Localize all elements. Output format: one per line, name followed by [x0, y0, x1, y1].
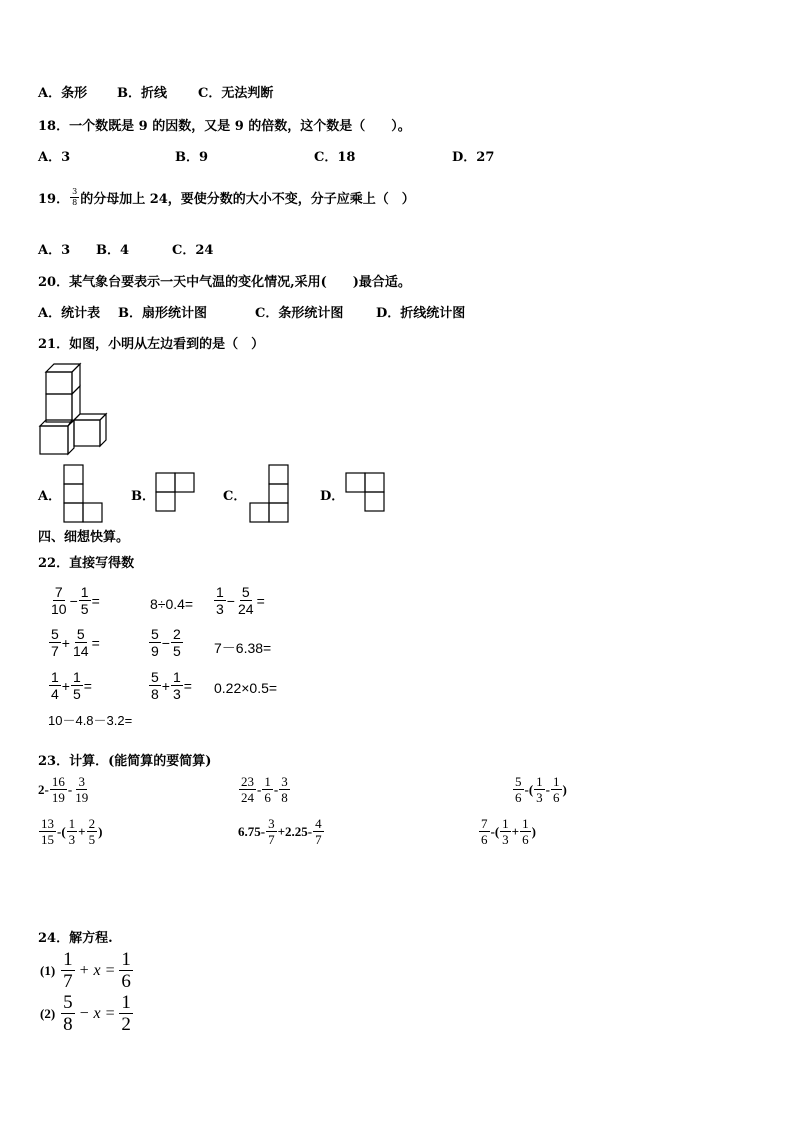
- operator: +: [78, 823, 86, 839]
- equals: =: [91, 634, 100, 651]
- expr-text: +2.25-: [277, 823, 313, 839]
- expr-text: -(: [57, 823, 66, 839]
- operator: −: [69, 592, 78, 609]
- q24-equation-1: [40, 950, 134, 991]
- frac-den: 8: [151, 686, 159, 702]
- expr-text: -(: [524, 781, 534, 797]
- frac-num: 7: [54, 584, 63, 600]
- frac-num: 5: [76, 626, 85, 642]
- frac-num: 1: [536, 774, 543, 789]
- equation-label: (2): [40, 1005, 56, 1021]
- q21-cube-figure: [38, 360, 108, 456]
- equals: =: [91, 592, 100, 609]
- frac-num: 1: [522, 816, 529, 831]
- q21-question: 21．如图，小明从左边看到的是（ ）: [38, 337, 265, 352]
- frac-den: 7: [51, 643, 59, 659]
- equals: =: [256, 592, 265, 609]
- operator: −: [226, 592, 235, 609]
- section-4-heading: 四、细想快算。: [38, 530, 130, 545]
- q23-expr-6: [478, 817, 536, 846]
- frac-den: 7: [268, 832, 275, 847]
- operator: +: [511, 823, 520, 839]
- frac-num: 3: [78, 774, 85, 789]
- frac-den: 7: [315, 832, 322, 847]
- q24-title: 24．解方程.: [38, 931, 113, 946]
- frac-num: 1: [80, 584, 89, 600]
- q23-expr-4: [38, 817, 102, 846]
- frac-num: 16: [51, 774, 65, 789]
- frac-num: 2: [172, 626, 181, 642]
- q23-expr-5: [238, 817, 325, 846]
- operator: -: [67, 781, 73, 797]
- frac-num: 5: [241, 584, 250, 600]
- frac-den: 19: [51, 790, 65, 805]
- frac-num: 5: [515, 774, 522, 789]
- equation-operator: + x =: [78, 961, 116, 979]
- q18-option-c: C．18: [314, 150, 356, 165]
- q20-option-c: C．条形统计图: [255, 306, 344, 321]
- frac-den: 5: [80, 601, 89, 617]
- frac-den: 9: [151, 643, 159, 659]
- q19-fraction: [70, 188, 79, 207]
- q19-text: 的分母加上 24，要使分数的大小不变，分子应乘上（ ）: [80, 192, 415, 207]
- frac-den: 6: [481, 832, 488, 847]
- frac-num: 1: [502, 816, 509, 831]
- frac-den: 6: [515, 790, 522, 805]
- q21-option-c-view: [249, 464, 291, 524]
- frac-num: 1: [121, 992, 131, 1013]
- q22-r3c1: [48, 670, 92, 701]
- q19-option-b: B．4: [96, 243, 130, 258]
- frac-den: 15: [41, 832, 54, 847]
- q19-number: 19．: [38, 192, 70, 207]
- q19-frac-den: 8: [72, 198, 78, 207]
- expr-text: 6.75-: [238, 823, 266, 839]
- q22-r3c3: 0.22×0.5=: [214, 680, 278, 696]
- frac-num: 13: [41, 816, 54, 831]
- q23-expr-2: [238, 775, 291, 804]
- frac-num: 5: [151, 669, 159, 685]
- frac-den: 5: [88, 832, 96, 847]
- frac-den: 2: [121, 1014, 131, 1035]
- q21-option-b-view: [155, 472, 197, 514]
- expr-text: ): [531, 823, 536, 839]
- frac-den: 14: [72, 643, 89, 659]
- q22-r3c2: [148, 670, 192, 701]
- q19-option-a: A．3: [38, 243, 71, 258]
- operator: -: [257, 781, 262, 797]
- frac-num: 1: [68, 816, 76, 831]
- frac-den: 5: [72, 686, 81, 702]
- frac-num: 1: [216, 584, 224, 600]
- frac-den: 4: [51, 686, 59, 702]
- q22-r1c2: 8÷0.4=: [150, 596, 194, 612]
- frac-den: 6: [522, 832, 529, 847]
- frac-num: 1: [72, 669, 81, 685]
- frac-num: 3: [268, 816, 275, 831]
- equation-label: (1): [40, 962, 56, 978]
- frac-den: 3: [536, 790, 543, 805]
- q23-expr-1: [38, 775, 91, 804]
- q22-r2c1: [48, 627, 100, 658]
- q18-question: 18．一个数既是 9 的因数，又是 9 的倍数，这个数是（ ）。: [38, 119, 411, 134]
- q23-expr-3: [512, 775, 567, 804]
- q21-option-c: C．: [223, 489, 247, 504]
- q22-r2c3: 7－6.38=: [214, 640, 272, 656]
- frac-den: 6: [121, 971, 131, 992]
- operator: −: [161, 634, 170, 651]
- q22-r1c3: [213, 585, 265, 616]
- frac-num: 1: [172, 669, 181, 685]
- q22-r4c1: 10－4.8－3.2=: [48, 713, 133, 728]
- operator: -: [545, 781, 551, 797]
- q21-option-b: B．: [131, 489, 155, 504]
- operator: +: [161, 677, 170, 694]
- frac-den: 6: [264, 790, 271, 805]
- expr-text: ): [562, 781, 567, 797]
- q17-option-c: C．无法判断: [198, 86, 274, 101]
- frac-den: 3: [68, 832, 76, 847]
- frac-num: 1: [121, 949, 131, 970]
- q22-r2c2: [148, 627, 184, 658]
- frac-num: 5: [151, 626, 159, 642]
- expr-text: -(: [490, 823, 500, 839]
- frac-den: 6: [553, 790, 560, 805]
- frac-den: 5: [172, 643, 181, 659]
- q21-option-d-view: [345, 472, 387, 514]
- q17-option-b: B．折线: [117, 86, 167, 101]
- equation-operator: − x =: [78, 1004, 116, 1022]
- frac-num: 2: [88, 816, 96, 831]
- q21-option-a-view: [63, 464, 105, 524]
- q18-option-d: D．27: [452, 150, 495, 165]
- q22-title: 22．直接写得数: [38, 556, 135, 571]
- operator: +: [61, 634, 70, 651]
- expr-text: 2-: [38, 781, 49, 797]
- q20-option-b: B．扇形统计图: [118, 306, 207, 321]
- operator: +: [61, 677, 70, 694]
- frac-den: 10: [51, 601, 67, 617]
- frac-num: 5: [63, 992, 73, 1013]
- frac-den: 24: [237, 601, 254, 617]
- q19-option-c: C．24: [172, 243, 214, 258]
- expr-text: ): [98, 823, 103, 839]
- q21-option-d: D．: [320, 489, 345, 504]
- frac-den: 3: [172, 686, 181, 702]
- frac-num: 1: [553, 774, 560, 789]
- q21-option-a: A．: [38, 489, 62, 504]
- q19-frac-num: 3: [72, 187, 78, 196]
- q20-option-a: A．统计表: [38, 306, 101, 321]
- frac-den: 3: [216, 601, 224, 617]
- frac-num: 3: [281, 774, 288, 789]
- q20-question: 20．某气象台要表示一天中气温的变化情况,采用( )最合适。: [38, 275, 411, 290]
- operator: -: [273, 781, 279, 797]
- frac-den: 24: [241, 790, 254, 805]
- frac-num: 1: [51, 669, 59, 685]
- q17-option-a: A．条形: [38, 86, 88, 101]
- equals: =: [83, 677, 92, 694]
- frac-den: 8: [281, 790, 288, 805]
- q22-r1c1: [48, 585, 100, 616]
- frac-num: 1: [264, 774, 271, 789]
- frac-num: 4: [315, 816, 322, 831]
- q18-option-b: B．9: [175, 150, 209, 165]
- equals: =: [183, 677, 192, 694]
- q19-question: [38, 188, 415, 207]
- frac-den: 19: [75, 790, 89, 805]
- frac-num: 1: [63, 949, 73, 970]
- q24-equation-2: [40, 993, 134, 1034]
- frac-den: 7: [63, 971, 73, 992]
- q20-option-d: D．折线统计图: [376, 306, 466, 321]
- frac-den: 8: [63, 1014, 73, 1035]
- q23-title: 23．计算．(能简算的要简算): [38, 754, 212, 769]
- q18-option-a: A．3: [38, 150, 71, 165]
- frac-num: 7: [481, 816, 488, 831]
- frac-num: 23: [241, 774, 254, 789]
- frac-den: 3: [502, 832, 509, 847]
- frac-num: 5: [51, 626, 59, 642]
